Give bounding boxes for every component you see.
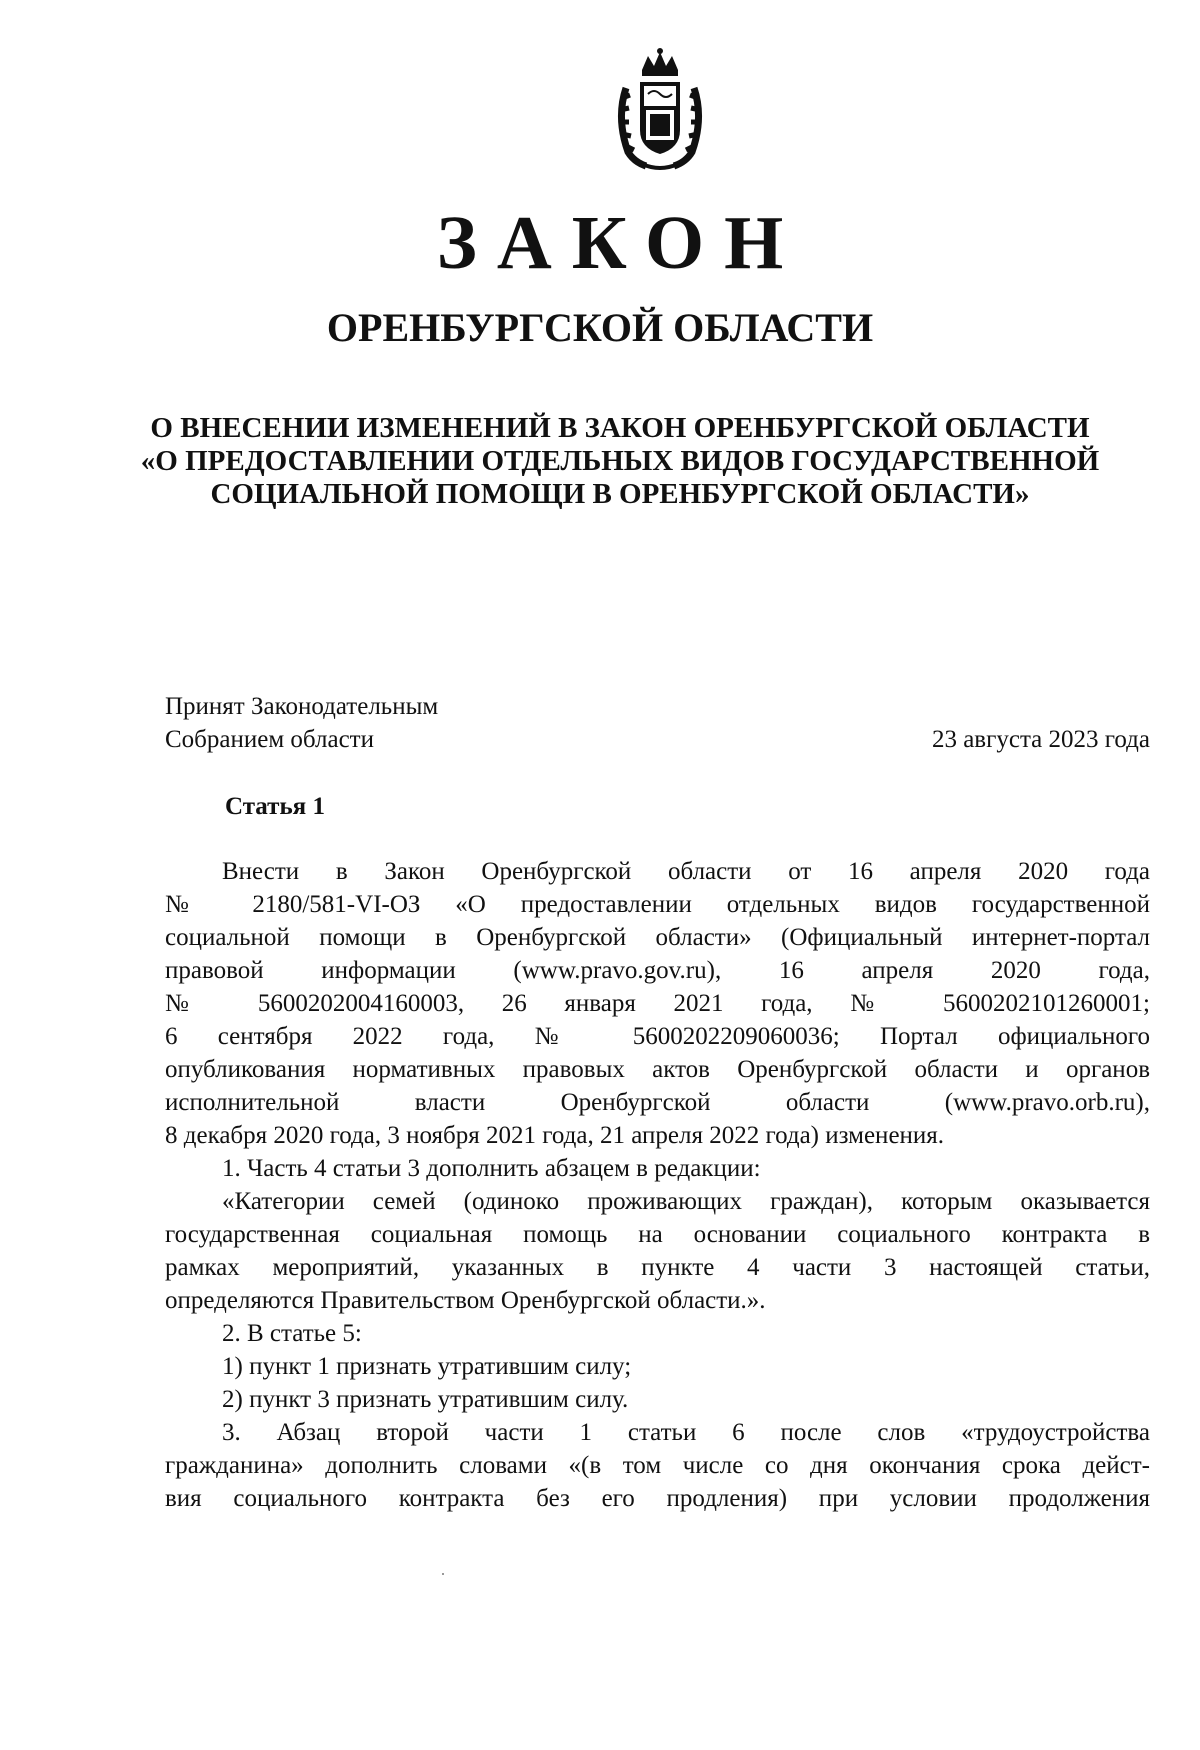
adoption-line: Собранием области (165, 726, 374, 753)
subject-line: СОЦИАЛЬНОЙ ПОМОЩИ В ОРЕНБУРГСКОЙ ОБЛАСТИ» (210, 478, 1030, 510)
body-line: 1) пункт 1 признать утратившим силу; (222, 1353, 632, 1380)
article-body (165, 855, 1150, 1515)
adoption-line: Принят Законодательным (165, 693, 439, 720)
body-line: 2) пункт 3 признать утратившим силу. (222, 1386, 629, 1413)
body-line: № 5600202004160003, 26 января 2021 года, № 5600202101260001; (165, 990, 1150, 1017)
document-region: ОРЕНБУРГСКОЙ ОБЛАСТИ (326, 305, 874, 350)
body-line: 2. В статье 5: (222, 1320, 362, 1347)
document-title: ЗАКОН (436, 201, 804, 285)
body-line: «Категории семей (одиноко проживающих граждан), которым оказывается (222, 1188, 1150, 1215)
body-line: определяются Правительством Оренбургской области.». (165, 1287, 766, 1314)
document-subject (140, 412, 1100, 511)
body-line: государственная социальная помощь на основании социального контракта в (165, 1221, 1150, 1248)
body-line: 1. Часть 4 статьи 3 дополнить абзацем в редакции: (222, 1155, 761, 1182)
body-line: 3. Абзац второй части 1 статьи 6 после слов «трудоустройства (222, 1419, 1150, 1446)
body-line: 6 сентября 2022 года, № 5600202209060036; Портал официального (165, 1023, 1150, 1050)
coat-of-arms-icon (612, 48, 708, 174)
body-line: Внести в Закон Оренбургской области от 16 апреля 2020 года (222, 858, 1150, 885)
body-line: правовой информации (www.pravo.gov.ru), 16 апреля 2020 года, (165, 957, 1150, 984)
body-line: рамках мероприятий, указанных в пункте 4 части 3 настоящей статьи, (165, 1254, 1150, 1281)
body-line: социальной помощи в Оренбургской области» (Официальный интернет-портал (165, 924, 1150, 951)
adoption-info (165, 690, 438, 756)
body-line: гражданина» дополнить словами «(в том числе со дня окончания срока дейст- (165, 1452, 1150, 1479)
body-line: № 2180/581-VI-ОЗ «О предоставлении отдельных видов государственной (165, 891, 1150, 918)
adoption-date: 23 августа 2023 года (931, 726, 1150, 753)
body-line: опубликования нормативных правовых актов Оренбургской области и органов (165, 1056, 1150, 1083)
subject-line: «О ПРЕДОСТАВЛЕНИИ ОТДЕЛЬНЫХ ВИДОВ ГОСУДАРСТВЕННОЙ (140, 445, 1100, 477)
body-line: 8 декабря 2020 года, 3 ноября 2021 года, 21 апреля 2022 года) изменения. (165, 1122, 945, 1149)
subject-line: О ВНЕСЕНИИ ИЗМЕНЕНИЙ В ЗАКОН ОРЕНБУРГСКОЙ ОБЛАСТИ (150, 412, 1090, 444)
scan-dot (442, 1573, 444, 1575)
article-heading: Статья 1 (225, 793, 325, 820)
body-line: исполнительной власти Оренбургской области (www.pravo.orb.ru), (165, 1089, 1150, 1116)
body-line: вия социального контракта без его продления) при условии продолжения (165, 1485, 1150, 1512)
